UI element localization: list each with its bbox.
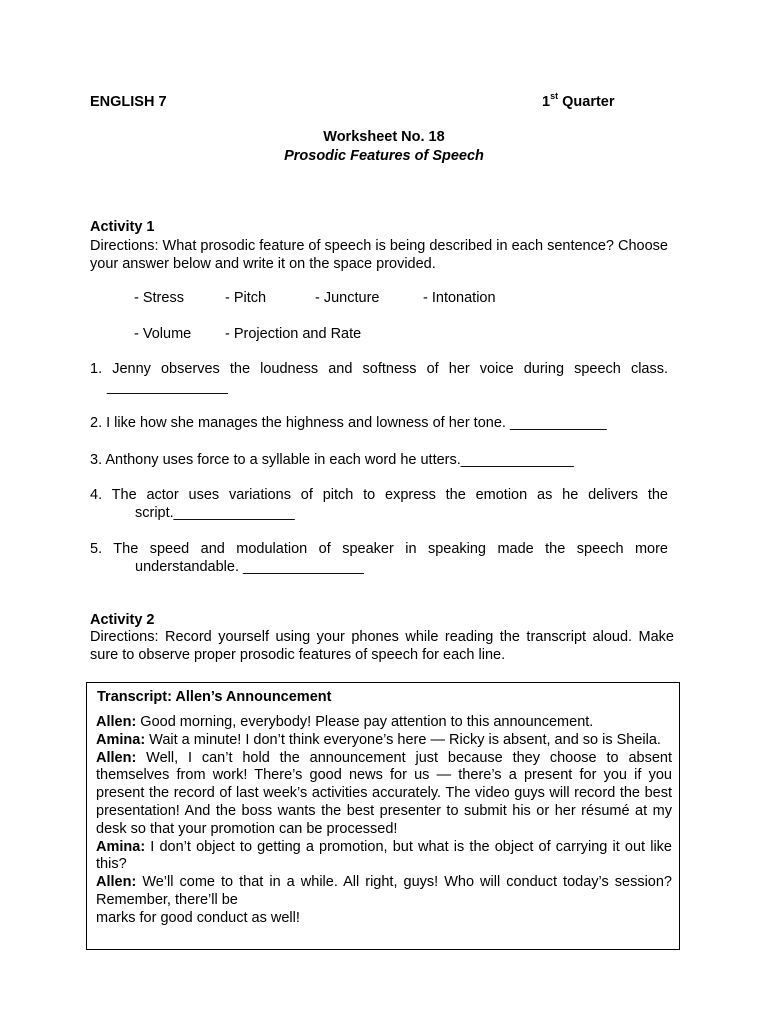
question-number: 4. xyxy=(90,487,103,503)
worksheet-title: Worksheet No. 18 xyxy=(323,129,445,145)
transcript-line xyxy=(96,839,672,875)
question-number: 1. xyxy=(90,361,103,377)
transcript-line xyxy=(96,750,672,839)
activity2-heading: Activity 2 xyxy=(90,612,155,628)
question-number: 2. xyxy=(90,415,103,431)
activity1-directions: Directions: What prosodic feature of speech is being described in each sentence? Choose your answer below and write it on the space provided. xyxy=(90,238,668,272)
question-2 xyxy=(90,414,668,432)
transcript-box xyxy=(86,682,680,950)
worksheet-subtitle: Prosodic Features of Speech xyxy=(284,148,484,164)
answer-blank[interactable]: _______________ xyxy=(107,379,228,395)
line-text: I don’t object to getting a promotion, but what is the object of carrying it out like this? xyxy=(96,838,672,873)
line-text: marks for good conduct as well! xyxy=(96,909,300,926)
question-number: 3. xyxy=(90,452,103,468)
question-text: Jenny observes the loudness and softness of her voice during speech class. xyxy=(112,361,669,377)
quarter-number: 1 xyxy=(542,94,551,110)
question-text: I like how she manages the highness and lowness of her tone. ____________ xyxy=(106,415,607,431)
choice-volume: - Volume xyxy=(134,326,192,342)
quarter-word: Quarter xyxy=(562,94,615,110)
quarter-ordinal: st xyxy=(550,91,559,102)
activity2-directions: Directions: Record yourself using your phones while reading the transcript aloud. Make sure to observe proper prosodic features of speech for each line. xyxy=(90,629,674,663)
choice-intonation: - Intonation xyxy=(423,290,496,306)
line-text: Wait a minute! I don’t think everyone’s here — Ricky is absent, and so is Sheila. xyxy=(145,731,661,748)
choice-pitch: - Pitch xyxy=(225,290,267,306)
line-text: We’ll come to that in a while. All right, guys! Who will conduct today’s session? Remember, there’ll be xyxy=(96,874,672,908)
transcript-body xyxy=(96,714,672,928)
quarter-label xyxy=(542,93,615,111)
question-text: The speed and modulation of speaker in speaking made the speech more xyxy=(113,541,668,557)
line-text: Good morning, everybody! Please pay attention to this announcement. xyxy=(136,714,594,730)
question-text: Anthony uses force to a syllable in each word he utters.______________ xyxy=(105,452,574,468)
question-number: 5. xyxy=(90,541,103,557)
speaker-name: Allen: xyxy=(96,749,137,766)
question-5 xyxy=(90,540,668,576)
speaker-name: Amina: xyxy=(96,838,146,855)
speaker-name: Amina: xyxy=(96,731,146,748)
transcript-line xyxy=(96,874,672,910)
question-continuation: script._______________ xyxy=(135,505,295,521)
speaker-name: Allen: xyxy=(96,714,137,730)
transcript-line xyxy=(96,910,672,928)
transcript-title: Transcript: Allen’s Announcement xyxy=(97,689,332,705)
question-3 xyxy=(90,451,668,469)
choice-juncture: - Juncture xyxy=(315,290,380,306)
question-text: The actor uses variations of pitch to express the emotion as he delivers the xyxy=(111,487,668,503)
question-1 xyxy=(90,360,668,396)
choice-stress: - Stress xyxy=(134,290,184,306)
subject-label: ENGLISH 7 xyxy=(90,94,167,110)
activity1-heading: Activity 1 xyxy=(90,219,155,235)
speaker-name: Allen: xyxy=(96,874,137,891)
transcript-line xyxy=(96,714,672,732)
transcript-line xyxy=(96,732,672,750)
question-4 xyxy=(90,486,668,522)
question-continuation: understandable. _______________ xyxy=(135,559,364,575)
choice-projection-rate: - Projection and Rate xyxy=(225,326,362,342)
line-text: Well, I can’t hold the announcement just because they choose to absent themselves from work! There’s good news for us — there’s a present for you if you present the record of last week’s activities accurately. The video guys will record the best presentation! And the boss wants the best presenter to submit his or her résumé at my desk so that your promotion can be processed! xyxy=(96,749,672,837)
